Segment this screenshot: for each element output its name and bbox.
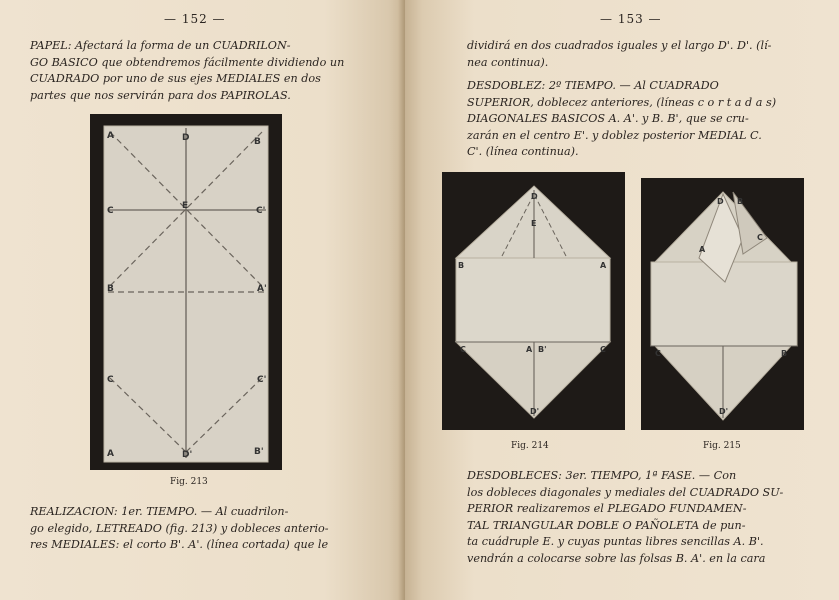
figure-caption: Fig. 215 — [703, 441, 741, 451]
label-a-bottom: A — [107, 449, 114, 459]
text-line: res MEDIALES: el corto B'. A'. (línea cortada) que le — [30, 538, 329, 552]
label-c-prime-low: C' — [257, 375, 267, 385]
label-c: C — [107, 206, 114, 216]
paragraph-continuation — [467, 38, 827, 71]
left-page — [0, 0, 405, 600]
paragraph-realizacion — [30, 504, 382, 554]
label-d-prime: D' — [530, 407, 540, 416]
label-c-2: C — [600, 345, 606, 354]
label-d: D — [717, 197, 724, 206]
label-b: B — [458, 261, 465, 270]
text-line: C'. (línea continua). — [467, 145, 579, 159]
label-c: C — [757, 233, 763, 242]
label-b: B — [254, 137, 261, 147]
figure-215-photo — [641, 178, 804, 430]
text-line: SUPERIOR, doblecez anteriores, (líneas c o r t a d a s) — [467, 95, 777, 109]
text-line: los dobleces diagonales y mediales del CUADRADO SU- — [467, 485, 784, 499]
folded-rectangle-diagram — [90, 114, 282, 470]
page-number: — 152 — — [164, 12, 226, 26]
text-line: dividirá en dos cuadrados iguales y el largo D'. D'. (lí- — [467, 39, 772, 52]
figure-caption: Fig. 213 — [170, 477, 208, 487]
figure-214-photo — [442, 172, 625, 430]
text-line: nea continua). — [467, 55, 549, 69]
text-line: DIAGONALES BASICOS A. A'. y B. B', que se cru- — [467, 112, 749, 126]
figure-213-photo — [90, 114, 282, 470]
text-line: GO BASICO que obtendremos fácilmente dividiendo un — [30, 55, 345, 69]
text-line: PAPEL: Afectará la forma de un CUADRILON- — [30, 39, 291, 52]
label-d: D — [531, 192, 538, 201]
text-line: DESDOBLECES: 3er. TIEMPO, 1ª FASE. — Con — [467, 469, 737, 482]
label-a: A — [699, 245, 706, 254]
label-d-prime: D' — [719, 407, 729, 416]
text-line: zarán en el centro E'. y doblez posterior MEDIAL C. — [467, 128, 762, 142]
label-c-low: C — [107, 375, 114, 385]
right-page — [405, 0, 839, 600]
text-line: PERIOR realizaremos el PLEGADO FUNDAMEN- — [467, 502, 747, 516]
folded-pinwheel-diagram — [641, 178, 804, 430]
text-line: CUADRADO por uno de sus ejes MEDIALES en dos — [30, 72, 321, 86]
paragraph-papel — [30, 38, 380, 104]
paragraph-desdobleces — [467, 468, 829, 568]
label-b-mid: B — [107, 284, 114, 294]
figure-caption: Fig. 214 — [511, 441, 549, 451]
label-b-prime: B' — [538, 345, 547, 354]
label-c-2: C — [655, 349, 661, 358]
label-a-2: A — [526, 345, 533, 354]
text-line: partes que nos servirán para dos PAPIROLAS. — [30, 88, 291, 102]
page-number: — 153 — — [600, 12, 662, 26]
label-a-prime: A' — [257, 284, 267, 294]
text-line: TAL TRIANGULAR DOBLE O PAÑOLETA de pun- — [467, 518, 746, 532]
label-c-prime: C' — [256, 206, 266, 216]
text-line: go elegido, LETREADO (fig. 213) y dobleces anterio- — [30, 521, 329, 535]
label-e: E — [182, 201, 189, 211]
text-line: vendrán a colocarse sobre las folsas B. A'. en la cara — [467, 551, 766, 565]
paragraph-desdoblez — [467, 78, 829, 161]
label-b: B — [737, 197, 744, 206]
label-d: D — [182, 133, 190, 143]
label-c: C — [460, 345, 466, 354]
folded-square-diagram — [442, 172, 625, 430]
text-line: ta cuádruple E. y cuyas puntas libres sencillas A. B'. — [467, 535, 764, 549]
label-a: A — [600, 261, 607, 270]
text-line: REALIZACION: 1er. TIEMPO. — Al cuadrilon- — [30, 505, 289, 518]
label-d-prime: D' — [182, 450, 193, 460]
label-b-2: B — [781, 349, 788, 358]
label-a: A — [107, 131, 114, 141]
label-e: E — [531, 219, 537, 228]
label-b-prime: B' — [254, 447, 264, 457]
text-line: DESDOBLEZ: 2º TIEMPO. — Al CUADRADO — [467, 79, 719, 92]
